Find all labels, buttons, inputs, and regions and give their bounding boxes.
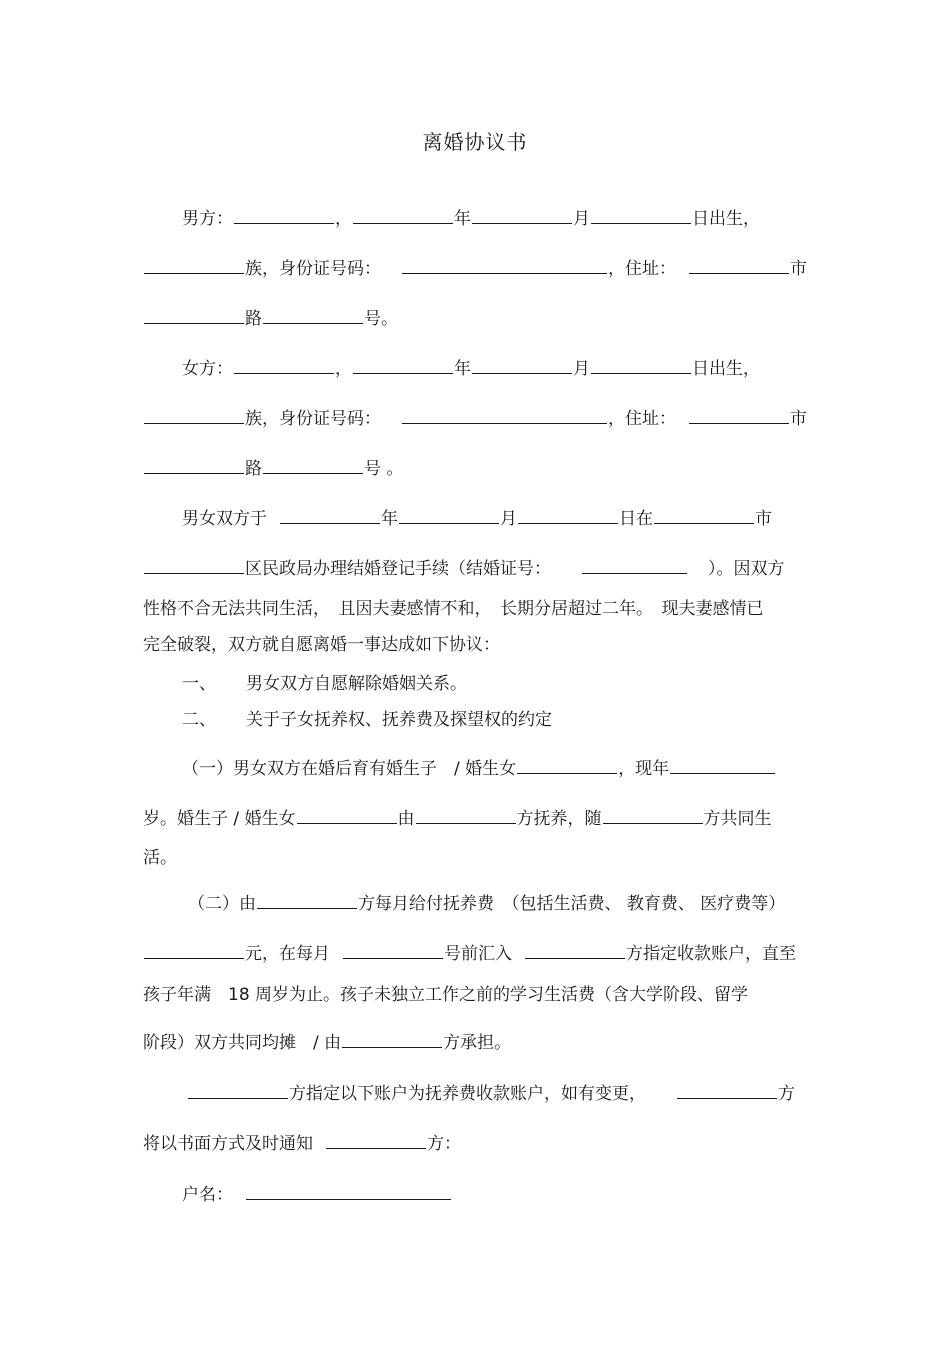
comma: ， bbox=[335, 359, 352, 379]
male-line-2 bbox=[143, 253, 807, 281]
label-pay-into: 号前汇入 bbox=[444, 944, 512, 964]
label-id-number: 族，身份证号码： bbox=[245, 409, 381, 429]
child-line-1 bbox=[182, 753, 776, 781]
label-birth: 日出生， bbox=[692, 209, 760, 229]
label-address: ，住址： bbox=[608, 409, 676, 429]
clause-text: 男女双方自愿解除婚姻关系。 bbox=[246, 674, 467, 694]
label-both-parties: 男女双方于 bbox=[182, 509, 267, 529]
label-number: 号。 bbox=[364, 309, 398, 329]
account-name-line bbox=[182, 1179, 452, 1207]
blank-child-name-2[interactable] bbox=[297, 803, 397, 824]
blank-account-party[interactable] bbox=[188, 1078, 288, 1099]
male-line-1 bbox=[182, 203, 760, 231]
blank-marriage-cert-number[interactable] bbox=[582, 553, 687, 574]
blank-male-road[interactable] bbox=[144, 303, 244, 324]
blank-child-age[interactable] bbox=[670, 753, 775, 774]
blank-male-id-number[interactable] bbox=[402, 253, 607, 274]
label-year: 年 bbox=[381, 509, 398, 529]
blank-female-city[interactable] bbox=[689, 403, 789, 424]
label-city: 市 bbox=[755, 509, 772, 529]
blank-female-birth-day[interactable] bbox=[591, 353, 691, 374]
label-id-number: 族，身份证号码： bbox=[245, 259, 381, 279]
label-age: ，现年 bbox=[618, 759, 670, 779]
blank-female-birth-year[interactable] bbox=[353, 353, 453, 374]
label-bear: 方承担。 bbox=[443, 1033, 512, 1053]
blank-notified-party[interactable] bbox=[326, 1128, 426, 1149]
label-city: 市 bbox=[790, 409, 807, 429]
male-line-3 bbox=[143, 303, 398, 331]
paragraph-line-10: 完全破裂，双方就自愿离婚一事达成如下协议： bbox=[143, 635, 500, 655]
blank-support-payer[interactable] bbox=[257, 888, 357, 909]
blank-notify-party[interactable] bbox=[677, 1078, 777, 1099]
blank-male-city[interactable] bbox=[689, 253, 789, 274]
child-line-2 bbox=[143, 803, 772, 831]
label-month: 月 bbox=[500, 509, 517, 529]
blank-district[interactable] bbox=[144, 553, 244, 574]
label-male: 男方： bbox=[182, 209, 233, 229]
marriage-line-1 bbox=[182, 503, 772, 531]
label-year: 年 bbox=[454, 359, 471, 379]
support-line-4 bbox=[143, 1027, 511, 1055]
support-line-1 bbox=[188, 888, 785, 916]
label-address: ，住址： bbox=[608, 259, 676, 279]
label-number: 号 。 bbox=[364, 459, 404, 479]
child-line-3: 活。 bbox=[143, 848, 177, 868]
label-monthly-support: 方每月给付抚养费 （包括生活费、 教育费、 医疗费等） bbox=[358, 894, 786, 914]
blank-support-amount[interactable] bbox=[144, 938, 244, 959]
label-reason: ）。因双方 bbox=[708, 559, 785, 579]
blank-pay-day[interactable] bbox=[343, 938, 443, 959]
clause-text: 关于子女抚养权、抚养费及探望权的约定 bbox=[246, 710, 552, 730]
support-line-3: 孩子年满 18 周岁为止。孩子未独立工作之前的学习生活费（含大学阶段、留学 bbox=[143, 985, 749, 1005]
label-by: 由 bbox=[397, 809, 415, 829]
label-month: 月 bbox=[573, 359, 590, 379]
blank-female-number[interactable] bbox=[263, 453, 363, 474]
clause-2 bbox=[182, 708, 552, 732]
label-day-at: 日在 bbox=[619, 509, 653, 529]
blank-child-name[interactable] bbox=[517, 753, 617, 774]
label-account-designation: 方指定以下账户为抚养费收款账户，如有变更， bbox=[289, 1084, 646, 1104]
label-child: 岁。婚生子 / 婚生女 bbox=[143, 809, 296, 829]
account-line-1 bbox=[187, 1078, 795, 1106]
comma: ， bbox=[335, 209, 352, 229]
blank-male-number[interactable] bbox=[263, 303, 363, 324]
label-birth: 日出生， bbox=[692, 359, 760, 379]
blank-male-birth-month[interactable] bbox=[472, 203, 572, 224]
blank-marriage-city[interactable] bbox=[654, 503, 754, 524]
label-party: 方： bbox=[427, 1134, 461, 1154]
label-party: 方 bbox=[778, 1084, 795, 1104]
blank-female-name[interactable] bbox=[234, 353, 334, 374]
blank-male-name[interactable] bbox=[234, 203, 334, 224]
label-year: 年 bbox=[454, 209, 471, 229]
female-line-1 bbox=[182, 353, 760, 381]
label-account-name: 户名： bbox=[182, 1185, 233, 1205]
label-children: （一）男女双方在婚后育有婚生子 / 婚生女 bbox=[182, 759, 517, 779]
female-line-3 bbox=[143, 453, 403, 481]
blank-receiving-party[interactable] bbox=[525, 938, 625, 959]
account-line-2 bbox=[143, 1128, 461, 1156]
document-title: 离婚协议书 bbox=[422, 130, 528, 154]
label-by: （二）由 bbox=[188, 894, 256, 914]
label-notify: 将以书面方式及时通知 bbox=[143, 1134, 313, 1154]
blank-bearing-party[interactable] bbox=[342, 1027, 442, 1048]
blank-female-road[interactable] bbox=[144, 453, 244, 474]
female-line-2 bbox=[143, 403, 807, 431]
label-living: 方共同生 bbox=[703, 809, 772, 829]
blank-marriage-month[interactable] bbox=[399, 503, 499, 524]
clause-number: 二、 bbox=[182, 710, 216, 730]
blank-male-ethnicity[interactable] bbox=[144, 253, 244, 274]
blank-male-birth-day[interactable] bbox=[591, 203, 691, 224]
blank-custody-party[interactable] bbox=[416, 803, 516, 824]
blank-female-birth-month[interactable] bbox=[472, 353, 572, 374]
label-shared: 阶段）双方共同均摊 / 由 bbox=[143, 1033, 342, 1053]
marriage-line-2 bbox=[143, 553, 785, 581]
paragraph-line-9: 性格不合无法共同生活， 且因夫妻感情不和， 长期分居超过二年。 现夫妻感情已 bbox=[143, 599, 764, 619]
label-road: 路 bbox=[245, 459, 262, 479]
clause-number: 一、 bbox=[182, 674, 216, 694]
label-yuan-monthly: 元，在每月 bbox=[245, 944, 330, 964]
label-road: 路 bbox=[245, 309, 262, 329]
blank-marriage-year[interactable] bbox=[280, 503, 380, 524]
blank-female-ethnicity[interactable] bbox=[144, 403, 244, 424]
support-line-2 bbox=[143, 938, 796, 966]
blank-female-id-number[interactable] bbox=[402, 403, 607, 424]
label-month: 月 bbox=[573, 209, 590, 229]
blank-living-party[interactable] bbox=[603, 803, 703, 824]
label-female: 女方： bbox=[182, 359, 233, 379]
label-registration: 区民政局办理结婚登记手续（结婚证号： bbox=[245, 559, 551, 579]
blank-male-birth-year[interactable] bbox=[353, 203, 453, 224]
label-city: 市 bbox=[790, 259, 807, 279]
blank-account-name[interactable] bbox=[246, 1179, 451, 1200]
label-account: 方指定收款账户，直至 bbox=[626, 944, 796, 964]
label-custody: 方抚养，随 bbox=[516, 809, 602, 829]
blank-marriage-day[interactable] bbox=[518, 503, 618, 524]
clause-1 bbox=[182, 672, 467, 696]
